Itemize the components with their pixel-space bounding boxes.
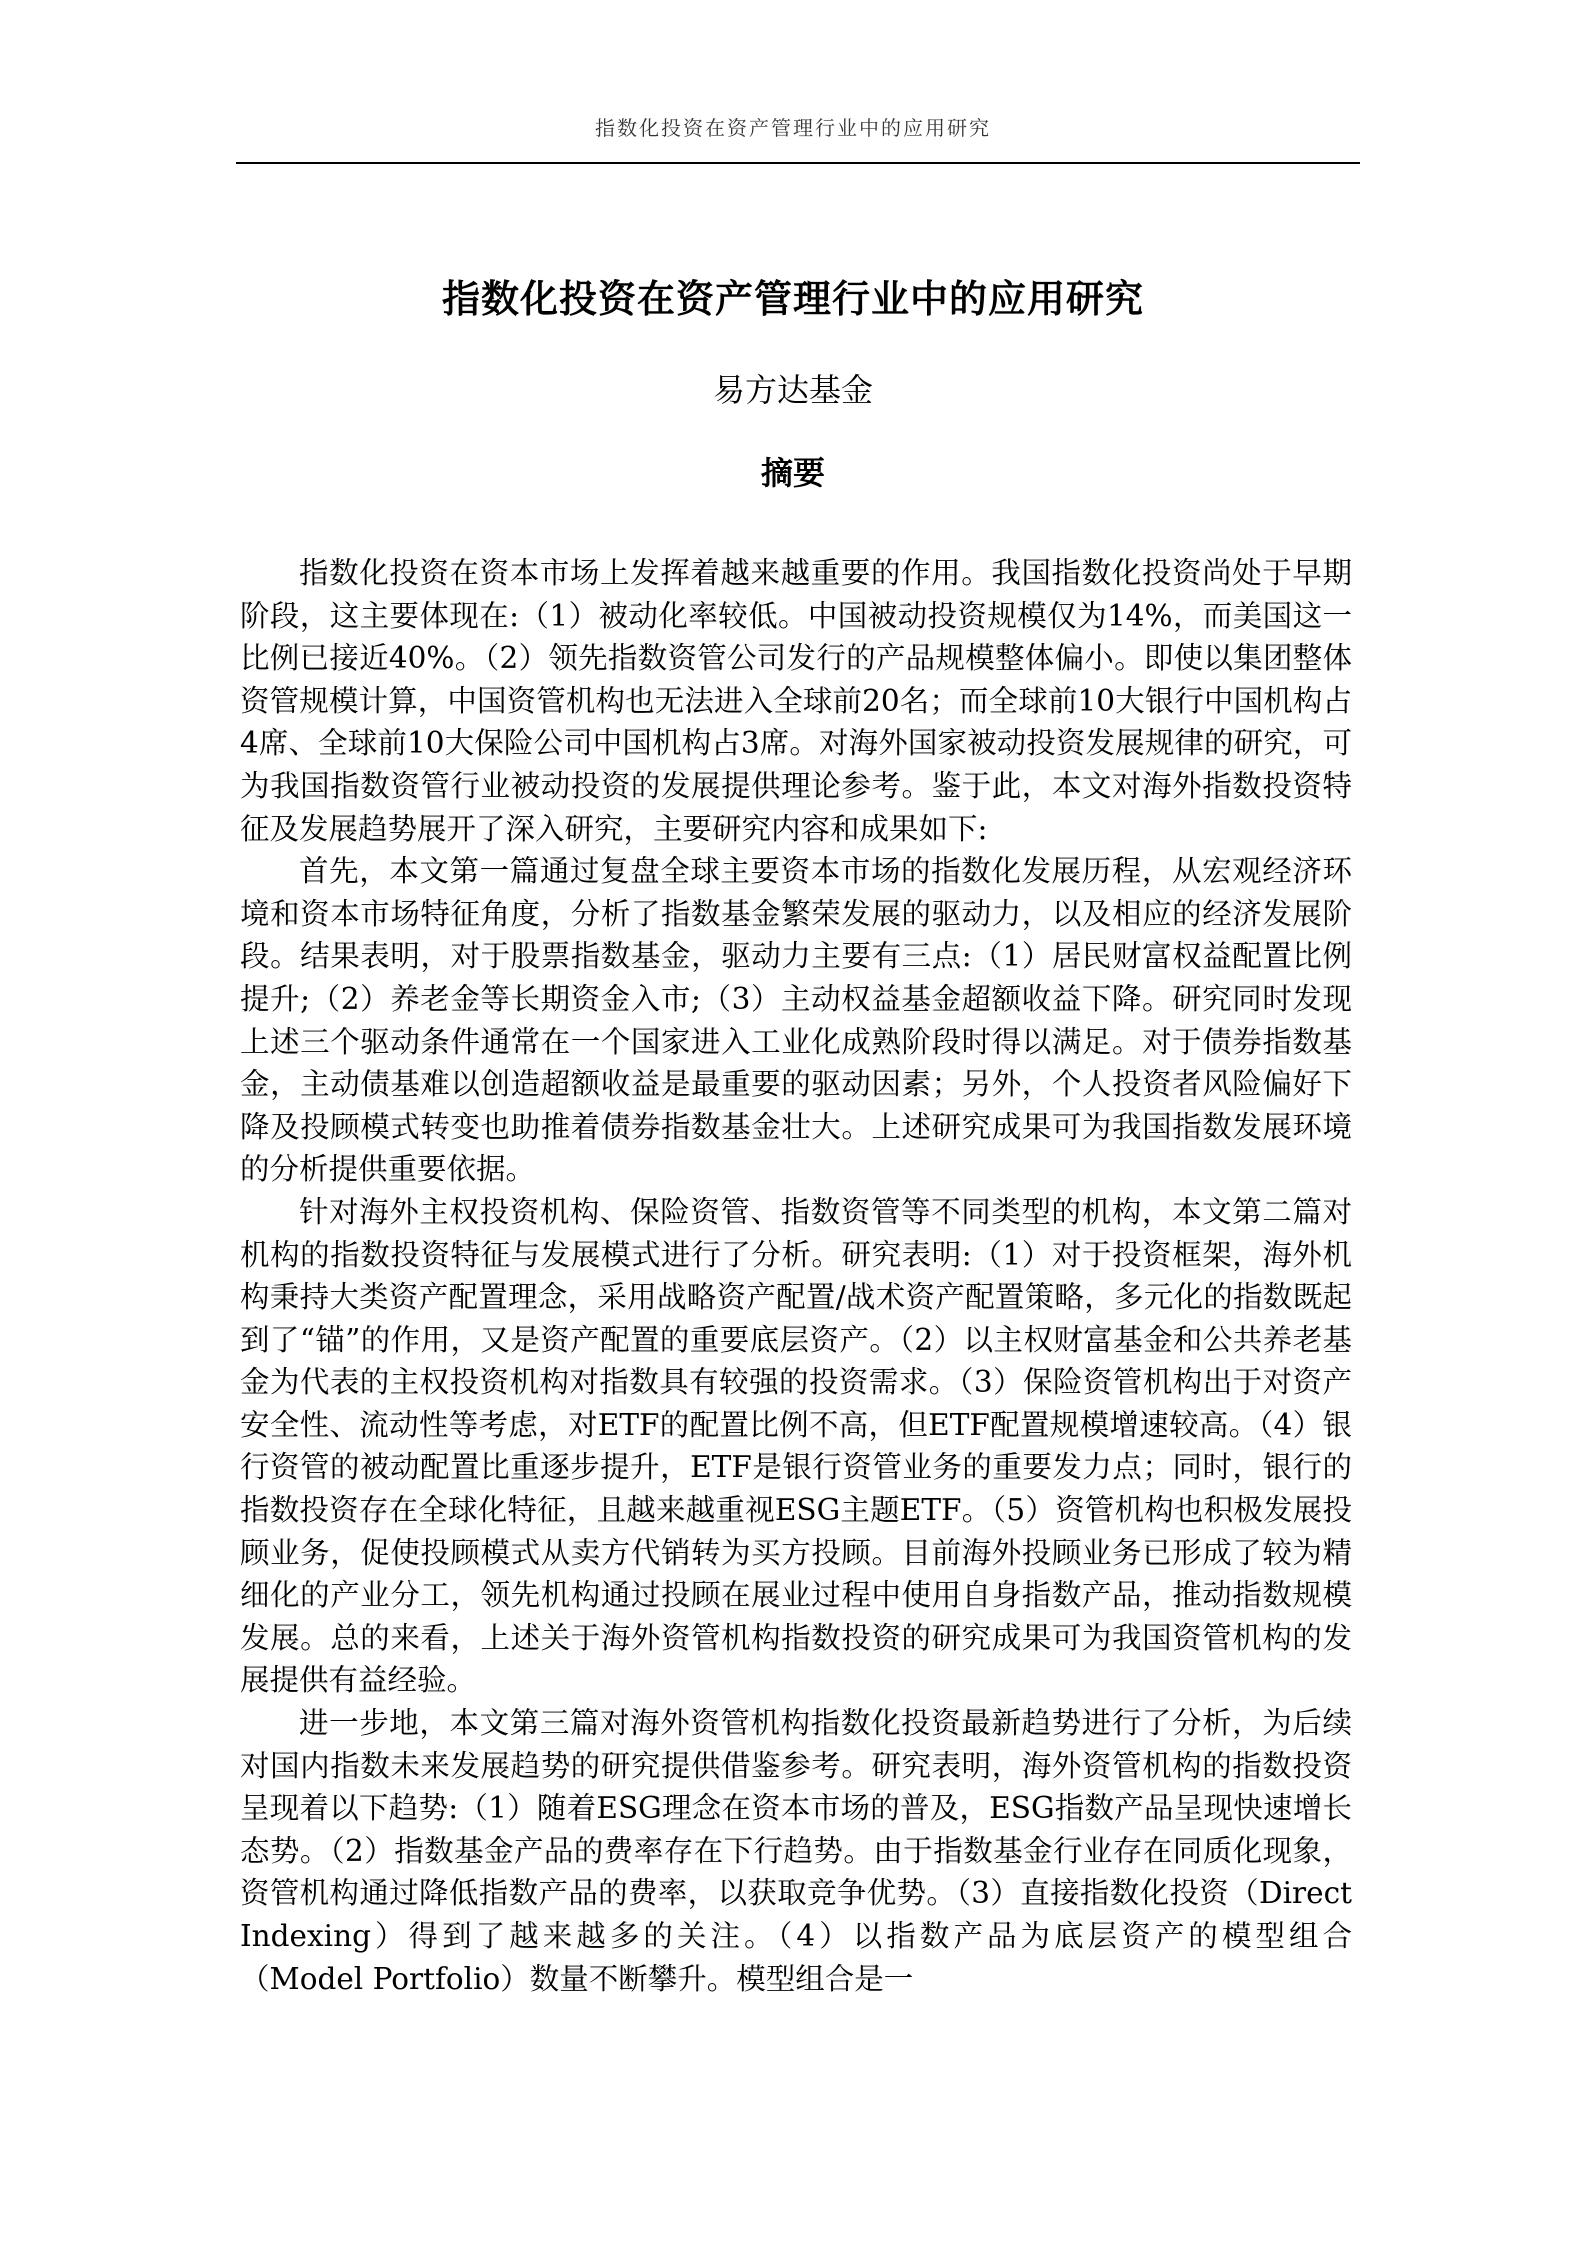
abstract-body bbox=[240, 552, 1352, 2000]
abstract-paragraph-2: 首先，本文第一篇通过复盘全球主要资本市场的指数化发展历程，从宏观经济环境和资本市场特征角度，分析了指数基金繁荣发展的驱动力，以及相应的经济发展阶段。结果表明，对于股票指数基金，驱动力主要有三点:（1）居民财富权益配置比例提升;（2）养老金等长期资金入市;（3）主动权益基金超额收益下降。研究同时发现上述三个驱动条件通常在一个国家进入工业化成熟阶段时得以满足。对于债券指数基金，主动债基难以创造超额收益是最重要的驱动因素；另外，个人投资者风险偏好下降及投顾模式转变也助推着债券指数基金壮大。上述研究成果可为我国指数发展环境的分析提供重要依据。 bbox=[240, 854, 1352, 1187]
running-header: 指数化投资在资产管理行业中的应用研究 bbox=[595, 116, 991, 140]
abstract-heading: 摘要 bbox=[760, 454, 825, 492]
abstract-paragraph-1: 指数化投资在资本市场上发挥着越来越重要的作用。我国指数化投资尚处于早期阶段，这主要体现在:（1）被动化率较低。中国被动投资规模仅为14%，而美国这一比例已接近40%。（2）领先指数资管公司发行的产品规模整体偏小。即使以集团整体资管规模计算，中国资管机构也无法进入全球前20名；而全球前10大银行中国机构占4席、全球前10大保险公司中国机构占3席。对海外国家被动投资发展规律的研究，可为我国指数资管行业被动投资的发展提供理论参考。鉴于此，本文对海外指数投资特征及发展趋势展开了深入研究，主要研究内容和成果如下: bbox=[240, 556, 1352, 846]
header-rule bbox=[236, 162, 1360, 164]
abstract-paragraph-4: 进一步地，本文第三篇对海外资管机构指数化投资最新趋势进行了分析，为后续对国内指数未来发展趋势的研究提供借鉴参考。研究表明，海外资管机构的指数投资呈现着以下趋势:（1）随着ESG理念在资本市场的普及，ESG指数产品呈现快速增长态势。（2）指数基金产品的费率存在下行趋势。由于指数基金行业存在同质化现象，资管机构通过降低指数产品的费率，以获取竞争优势。（3）直接指数化投资（Direct Indexing）得到了越来越多的关注。（4）以指数产品为底层资产的模型组合（Model Portfolio）数量不断攀升。模型组合是一 bbox=[240, 1706, 1352, 1996]
abstract-paragraph-3: 针对海外主权投资机构、保险资管、指数资管等不同类型的机构，本文第二篇对机构的指数投资特征与发展模式进行了分析。研究表明:（1）对于投资框架，海外机构秉持大类资产配置理念，采用战略资产配置/战术资产配置策略，多元化的指数既起到了“锚”的作用，又是资产配置的重要底层资产。（2）以主权财富基金和公共养老基金为代表的主权投资机构对指数具有较强的投资需求。（3）保险资管机构出于对资产安全性、流动性等考虑，对ETF的配置比例不高，但ETF配置规模增速较高。（4）银行资管的被动配置比重逐步提升，ETF是银行资管业务的重要发力点；同时，银行的指数投资存在全球化特征，且越来越重视ESG主题ETF。（5）资管机构也积极发展投顾业务，促使投顾模式从卖方代销转为买方投顾。目前海外投顾业务已形成了较为精细化的产业分工，领先机构通过投顾在展业过程中使用自身指数产品，推动指数规模发展。总的来看，上述关于海外资管机构指数投资的研究成果可为我国资管机构的发展提供有益经验。 bbox=[240, 1194, 1352, 1698]
author: 易方达基金 bbox=[712, 371, 873, 409]
paper-title: 指数化投资在资产管理行业中的应用研究 bbox=[441, 277, 1144, 321]
